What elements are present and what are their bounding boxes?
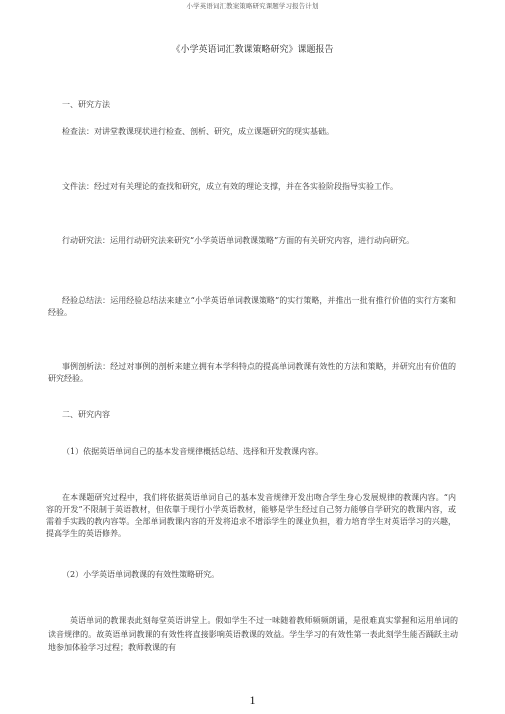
section-heading-content: 二、研究内容 <box>62 410 110 419</box>
paragraph-survey-method: 检查法：对讲堂教课现状进行检查、剖析、研究，成立课题研究的现实基础。 <box>62 127 334 136</box>
page-number: 1 <box>249 693 256 707</box>
running-header: 小学英语词汇教案策略研究课题学习报告计划 <box>186 2 319 10</box>
paragraph-case-analysis-method: 事例剖析法：经过对事例的剖析来建立拥有本学科特点的提高单词教课有效性的方法和策略，并研究出有价值的研究经验。 <box>48 362 456 383</box>
section-heading-methods: 一、研究方法 <box>62 100 110 109</box>
content-item-1: （1）依据英语单词自己的基本发音规律概括总结、选择和开发教课内容。 <box>62 447 324 456</box>
paragraph-content-item-2: 英语单词的教课表此刻每堂英语讲堂上。假如学生不过一味随着教师频频朗诵，是很难真实掌握和运用单词的读音规律的。故英语单词教课的有效性将直接影响英语教课的效益。学生学习的有效性第一表此刻学生能否踊跃主动地参加体验学习过程；教师教课的有 <box>48 616 458 652</box>
document-title: 《小学英语词汇教课策略研究》课题报告 <box>171 45 334 55</box>
paragraph-experience-summary-method: 经验总结法：运用经验总结法来建立“小学英语单词教课策略”的实行策略，并推出一批有推行价值的实行方案和经验。 <box>48 296 456 317</box>
paragraph-literature-method: 文件法：经过对有关理论的查找和研究，成立有效的理论支撑，并在各实验阶段指导实验工作。 <box>62 182 398 191</box>
paragraph-content-item-1: 在本课题研究过程中，我们将依据英语单词自己的基本发音规律开发出吻合学生身心发展规律的教课内容。“内容的开发”不限制于英语教材，但依靠于现行小学英语教材，能够是学生经过自己努力能够自学研究的教课内容，或需着手实践的教内容等。全部单词教课内容的开发将追求不增添学生的课业负担，着力培育学生对英语学习的兴趣，提高学生的英语修养。 <box>46 493 456 538</box>
content-item-2: （2）小学英语单词教课的有效性策略研究。 <box>62 570 220 579</box>
paragraph-action-research-method: 行动研究法：运用行动研究法来研究“小学英语单词教课策略”方面的有关研究内容，进行动向研究。 <box>62 236 415 245</box>
